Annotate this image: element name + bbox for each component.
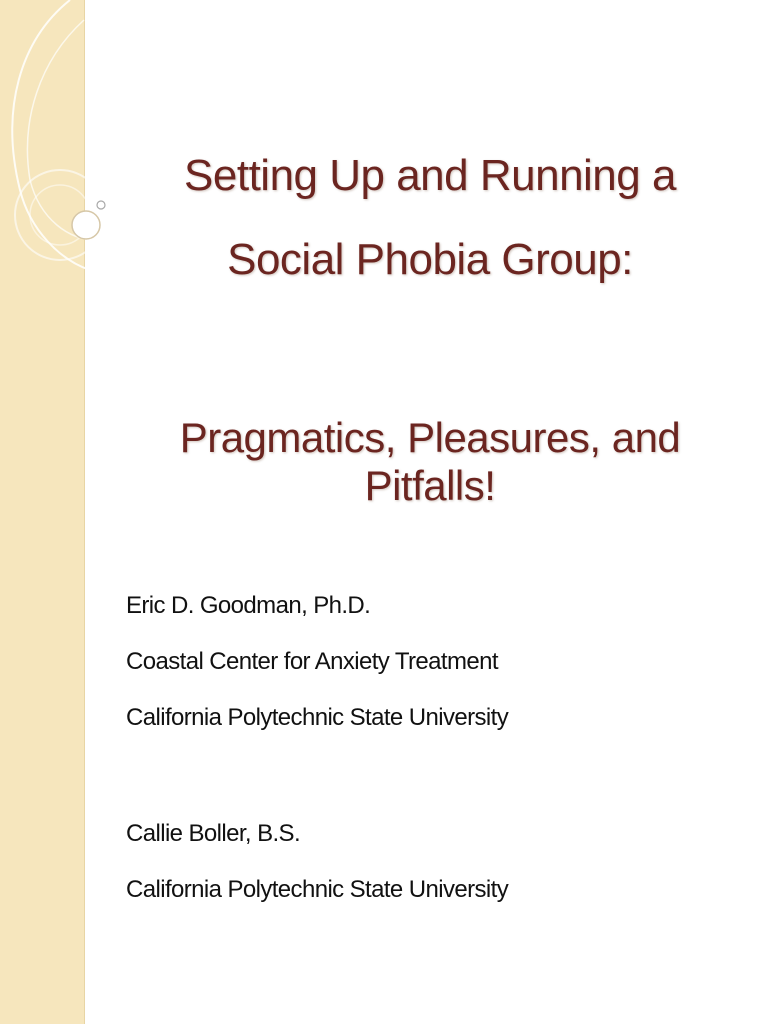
bullet-dot-large [72,211,100,239]
author-block-2 [126,806,508,918]
author-block-1 [126,578,508,746]
title-line-1: Setting Up and Running a [184,151,676,200]
author-affiliation: California Polytechnic State University [126,876,509,903]
slide-subtitle: Pragmatics, Pleasures, and Pitfalls! [179,414,681,509]
slide-title-continued [130,232,730,287]
author-affiliation: California Polytechnic State University [126,704,509,731]
author-name: Eric D. Goodman, Ph.D. [126,592,371,619]
author-name: Callie Boller, B.S. [126,820,301,847]
decorative-swirl-graphic [0,0,130,330]
bullet-dot-small [97,201,105,209]
title-line-2: Social Phobia Group: [227,235,633,284]
author-affiliation: Coastal Center for Anxiety Treatment [126,648,498,675]
slide-title [130,148,730,203]
